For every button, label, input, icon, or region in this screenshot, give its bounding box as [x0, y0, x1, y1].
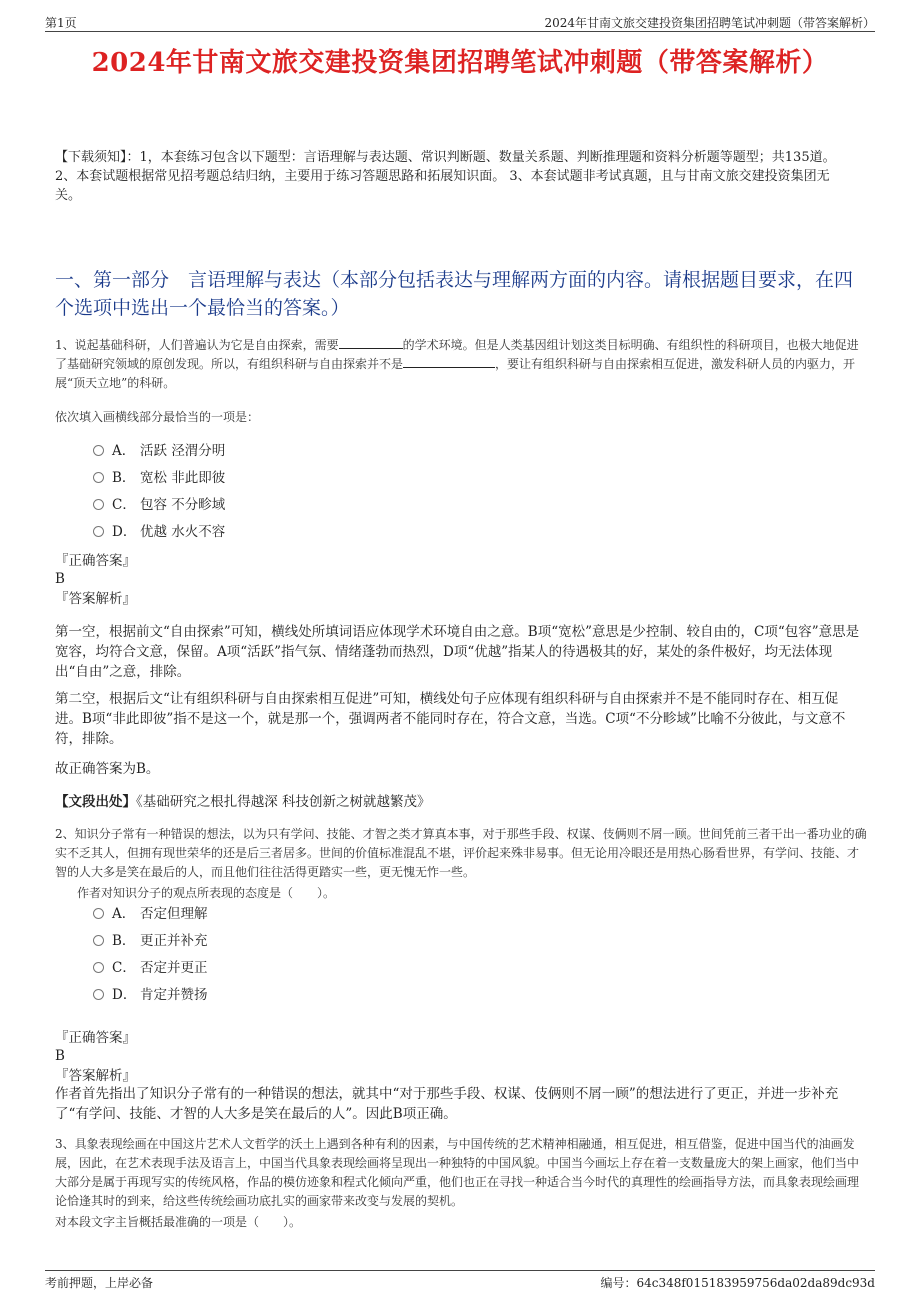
blank-2	[403, 355, 495, 368]
q1-answer: B	[55, 571, 65, 587]
document-title: 2024年甘南文旅交建投资集团招聘笔试冲刺题（带答案解析）	[91, 48, 829, 78]
page-number: 第1页	[45, 16, 77, 30]
page-footer	[45, 1270, 875, 1290]
q1-source: 【文段出处】《基础研究之根扎得越深 科技创新之树就越繁茂》	[55, 794, 431, 810]
radio-icon[interactable]	[93, 445, 104, 456]
q2-option-b[interactable]: B． 更正并补充	[93, 931, 208, 951]
blank-1	[339, 336, 403, 349]
radio-icon[interactable]	[93, 908, 104, 919]
radio-icon[interactable]	[93, 989, 104, 1000]
q1-option-c[interactable]: C． 包容 不分畛域	[93, 495, 225, 515]
q1-option-b[interactable]: B． 宽松 非此即彼	[93, 468, 225, 488]
question-2-prompt: 作者对知识分子的观点所表现的态度是（ ）。	[77, 886, 336, 900]
question-3-text: 3、具象表现绘画在中国这片艺术人文哲学的沃土上遇到各种有利的因素，与中国传统的艺术精神相融通，相互促进，相互借鉴，促进中国当代的油画发展，因此，在艺术表现手法及语言上，中国当代具象表现绘画将呈现出一种独特的中国风貌。中国当今画坛上存在着一支数量庞大的架上画家，他们当中大部分是属于再现写实的传统风格，作品的模仿迹象和程式化倾向严重，他们也正在寻找一种适合当今时代的真理性的绘画指导方法，而具象表现绘画理论恰逢其时的到来，给这些传统绘画功底扎实的画家带来改变与发展的契机。	[55, 1137, 860, 1208]
radio-icon[interactable]	[93, 499, 104, 510]
q1-answer-label: 『正确答案』	[55, 553, 136, 569]
question-1-prompt: 依次填入画横线部分最恰当的一项是：	[55, 410, 260, 424]
q2-answer: B	[55, 1048, 65, 1064]
q2-analysis-label: 『答案解析』	[55, 1068, 136, 1084]
page-header	[45, 13, 875, 32]
q2-option-c[interactable]: C． 否定并更正	[93, 958, 208, 978]
q1-analysis-label: 『答案解析』	[55, 591, 136, 607]
footer-doc-id: 编号：64c348f015183959756da02da89dc93d	[600, 1276, 875, 1290]
footer-slogan: 考前押题，上岸必备	[45, 1276, 154, 1290]
question-1-text: 1、说起基础科研，人们普遍认为它是自由探索，需要 的学术环境。但是人类基因组计划这类目标明确、有组织性的科研项目，也极大地促进了基础研究领域的原创发现。所以，有组织科研与自由探索并不是 ，要让有组织科研与自由探索相互促进，激发科研人员的内驱力，开展“顶天立地”的科研。	[55, 338, 859, 390]
section-heading: 一、第一部分 言语理解与表达（本部分包括表达与理解两方面的内容。请根据题目要求，在四个选项中选出一个最恰当的答案。）	[55, 269, 854, 319]
q1-conclusion: 故正确答案为B。	[55, 761, 160, 777]
download-notice: 【下载须知】：1，本套练习包含以下题型：言语理解与表达题、常识判断题、数量关系题、判断推理题和资料分析题等题型；共135道。 2、本套试题根据常见招考题总结归纳，主要用于练习答题思路和拓展知识面。 3、本套试题非考试真题，且与甘南文旅交建投资集团无关。	[55, 150, 836, 203]
q1-analysis-2: 第二空，根据后文“让有组织科研与自由探索相互促进”可知，横线处句子应体现有组织科研与自由探索并不是不能同时存在、相互促进。B项“非此即彼”指不是这一个，就是那一个，强调两者不能同时存在，符合文意，当选。C项“不分畛域”比喻不分彼此，与文意不符，排除。	[55, 691, 846, 747]
question-3-prompt: 对本段文字主旨概括最准确的一项是（ ）。	[55, 1215, 302, 1229]
q1-option-d[interactable]: D． 优越 水火不容	[93, 522, 225, 542]
q1-analysis-1: 第一空，根据前文“自由探索”可知，横线处所填词语应体现学术环境自由之意。B项“宽松”意思是少控制、较自由的，C项“包容”意思是宽容，均符合文意，保留。A项“活跃”指气氛、情绪蓬勃而热烈，D项“优越”指某人的待遇极其的好，某处的条件极好，均无法体现出“自由”之意，排除。	[55, 624, 860, 680]
header-doc-title: 2024年甘南文旅交建投资集团招聘笔试冲刺题（带答案解析）	[544, 16, 875, 30]
radio-icon[interactable]	[93, 526, 104, 537]
question-2-text: 2、知识分子常有一种错误的想法，以为只有学问、技能、才智之类才算真本事，对于那些手段、权谋、伎俩则不屑一顾。世间凭前三者干出一番功业的确实不乏其人，但拥有现世荣华的还是后三者居多。世间的价值标准混乱不堪，评价起来殊非易事。但无论用冷眼还是用热心肠看世界，有学问、技能、才智的人大多是笑在最后的人，而且他们往往活得更踏实一些，更无愧无怍一些。	[55, 827, 867, 879]
q2-answer-label: 『正确答案』	[55, 1030, 136, 1046]
q2-option-a[interactable]: A． 否定但理解	[93, 904, 208, 924]
q2-analysis: 作者首先指出了知识分子常有的一种错误的想法，就其中“对于那些手段、权谋、伎俩则不屑一顾”的想法进行了更正，并进一步补充了“有学问、技能、才智的人大多是笑在最后的人”。因此B项正确。	[55, 1086, 839, 1122]
q1-option-a[interactable]: A． 活跃 泾渭分明	[93, 441, 225, 461]
q2-option-d[interactable]: D． 肯定并赞扬	[93, 985, 208, 1005]
radio-icon[interactable]	[93, 472, 104, 483]
radio-icon[interactable]	[93, 935, 104, 946]
radio-icon[interactable]	[93, 962, 104, 973]
